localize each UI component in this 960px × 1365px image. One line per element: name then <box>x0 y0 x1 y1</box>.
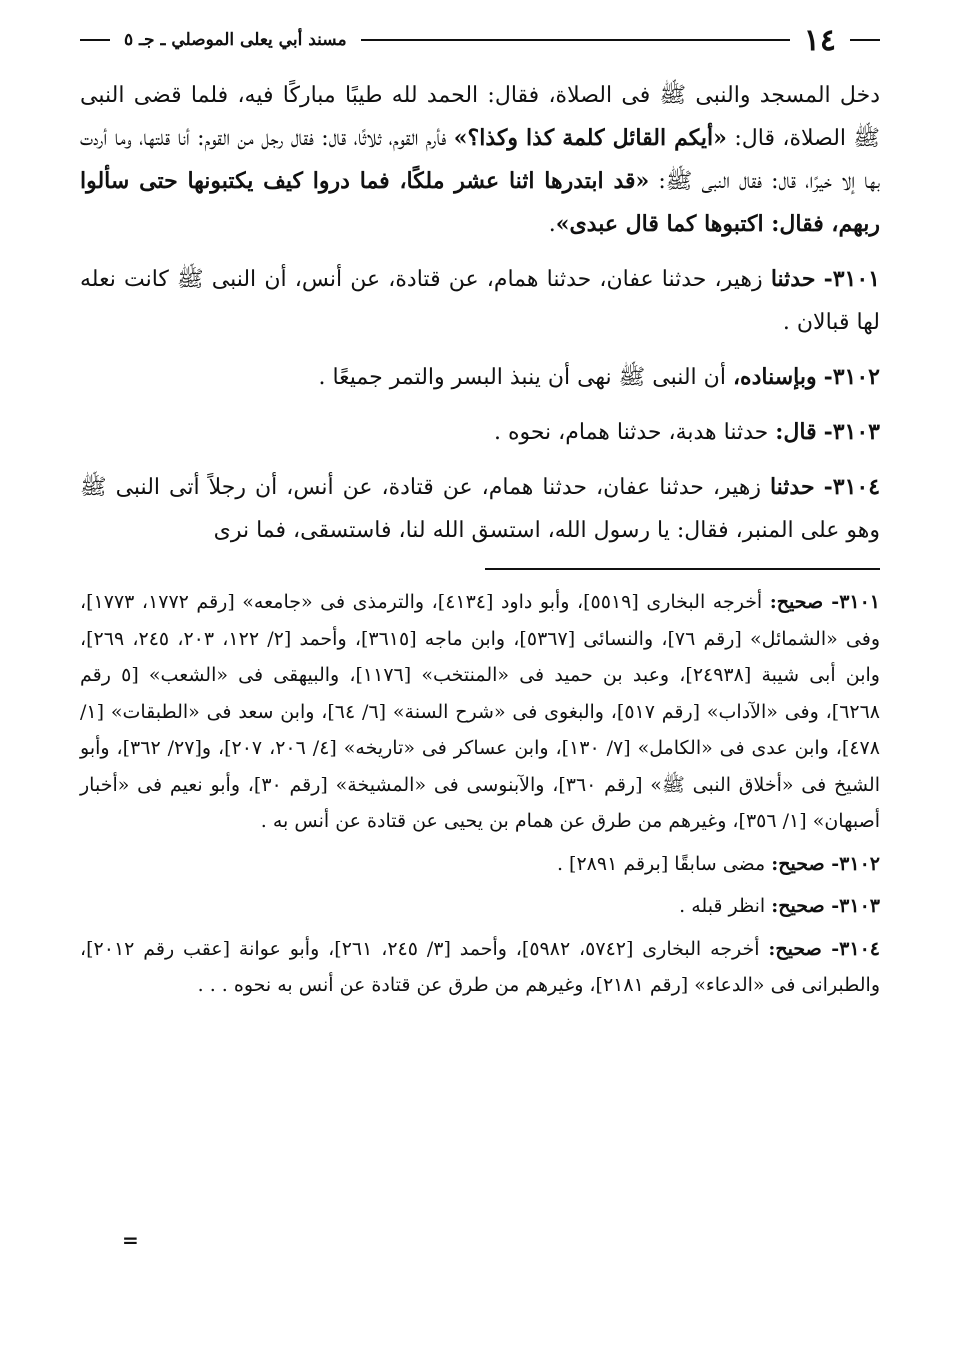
footnote-3103 <box>80 888 880 925</box>
prophet-quote: «أيكم القائل كلمة كذا وكذا؟» <box>453 125 727 151</box>
hadith-lead: قال: <box>775 419 817 445</box>
footnote-3101 <box>80 584 880 840</box>
running-title: مسند أبي يعلى الموصلي ـ جـ ٥ <box>124 30 347 50</box>
hadith-text: حدثنا هدبة، حدثنا همام، نحوه . <box>493 420 769 445</box>
hadith-number: ٣١٠١- <box>823 266 880 292</box>
header-dash-end <box>80 39 110 41</box>
footnote-label: ٣١٠١- صحيح: <box>769 591 881 613</box>
prophet-quote-2: «قد ابتدرها اثنا عشر ملكًا، فما دروا كيف يكتبونها حتى سألوا ربهم، فقال: اكتبوها كما قال عبدى» <box>80 168 880 237</box>
hadith-lead: وبإسناده، <box>732 364 817 390</box>
hadith-text: زهير، حدثنا عفان، حدثنا همام، عن قتادة، عن أنس، أن رجلاً أتى النبى ﷺ وهو على المنبر، فقال: يا رسول الله، استسق الله لنا، فاستسقى، فما نرى <box>80 475 880 543</box>
footnote-3102 <box>80 846 880 883</box>
hadith-text: زهير، حدثنا عفان، حدثنا همام، عن قتادة، عن أنس، أن النبى ﷺ كانت نعله لها قبالان . <box>80 267 880 335</box>
footnotes <box>80 584 880 1004</box>
footnote-text: أخرجه البخارى [٥٧٤٢، ٥٩٨٢]، وأحمد [٣/ ٢٤٥، ٢٦١]، وأبو عوانة [عقب رقم ٢٠١٢]، والطبرانى فى «الدعاء» [رقم ٢١٨١]، وغيرهم من طرق عن قتادة عن أنس به نحوه . . . <box>80 937 880 996</box>
period: . <box>548 212 556 237</box>
page-number: ١٤ <box>803 22 836 58</box>
page-header <box>80 20 880 60</box>
hadith-lead: حدثنا <box>769 474 815 500</box>
hadith-text: أن النبى ﷺ نهى أن ينبذ البسر والتمر جميعًا . <box>318 365 726 390</box>
hadith-number: ٣١٠٤- <box>823 474 881 500</box>
hadith-lead: حدثنا <box>770 266 816 292</box>
footnote-text: انظر قبله . <box>679 895 766 917</box>
continuation-text-2: فأرم القوم، ثلاثًا، قال: فقال رجل من القوم: أنا قلتها، وما أردت بها إلا خيرًا، قال: فقال النبى ﷺ: <box>80 126 880 194</box>
footnote-label: ٣١٠٢- صحيح: <box>771 852 880 875</box>
hadith-number: ٣١٠٣- <box>823 419 880 445</box>
header-rule <box>361 39 790 41</box>
footnote-3104 <box>80 931 880 1004</box>
continuation-mark: = <box>122 1228 139 1252</box>
continuation-text: دخل المسجد والنبى ﷺ فى الصلاة، فقال: الحمد لله طيبًا مباركًا فيه، فلما قضى النبى ﷺ الصلاة، قال: <box>80 83 881 151</box>
footnote-separator <box>485 568 880 570</box>
header-dash <box>850 39 880 41</box>
main-text <box>80 74 880 552</box>
footnote-text: أخرجه البخارى [٥٥١٩]، وأبو داود [٤١٣٤]، والترمذى فى «جامعه» [رقم ١٧٧٢، ١٧٧٣]، وفى «الشمائل» [رقم ٧٦]، والنسائى [٥٣٦٧]، وابن ماجه [٣٦١٥]، وأحمد [٢/ ١٢٢، ٢٠٣، ٢٤٥، ٢٦٩]، وابن أبى شيبة [٢٤٩٣٨]، وعبد بن حميد فى «المنتخب» [١١٧٦]، والبيهقى فى «الشعب» [٥ رقم ٦٢٦٨]، وفى «الآداب» [رقم ٥١٧]، والبغوى فى «شرح السنة» [٦/ ٦٤]، وابن سعد فى «الطبقات» [١/ ٤٧٨]، وابن عدى فى «الكامل» [٧/ ١٣٠]، وابن عساكر فى «تاريخه» [٤/ ٢٠٦، ٢٠٧]، و[٢٧/ ٣٦٢]، وأبو الشيخ فى «أخلاق النبى ﷺ» [رقم ٣٦٠]، والآبنوسى فى «المشيخة» [رقم ٣٠]، وأبو نعيم فى «أخبار أصبهان» [١/ ٣٥٦]، وغيرهم من طرق عن همام بن يحيى عن قتادة عن أنس به . <box>80 591 881 832</box>
footnote-label: ٣١٠٤- صحيح: <box>768 937 880 960</box>
hadith-3101 <box>80 258 880 344</box>
hadith-3104 <box>80 466 880 552</box>
hadith-3102 <box>80 356 880 399</box>
hadith-3103 <box>80 411 880 454</box>
footnote-label: ٣١٠٣- صحيح: <box>771 895 880 917</box>
footnote-text: مضى سابقًا [برقم ٢٨٩١] . <box>556 852 766 875</box>
hadith-number: ٣١٠٢- <box>823 364 880 390</box>
hadith-continuation <box>80 74 880 246</box>
